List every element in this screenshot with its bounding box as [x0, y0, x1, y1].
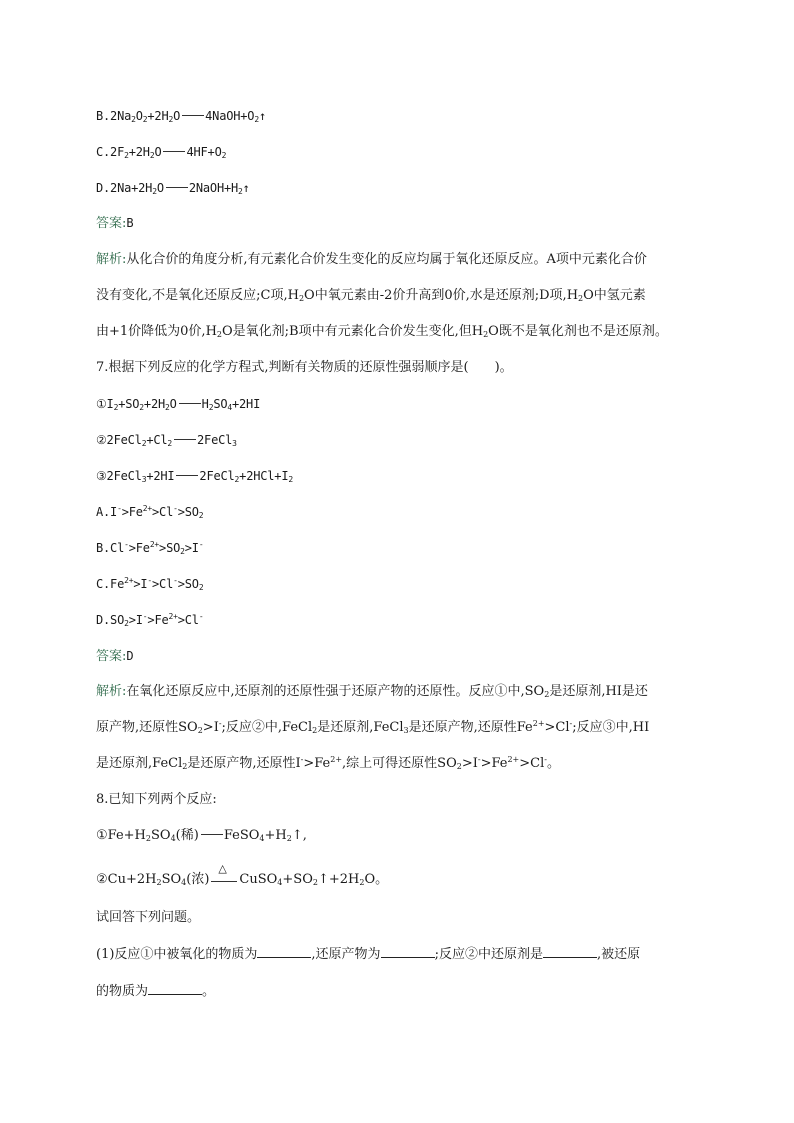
answer-blank[interactable]: [381, 945, 435, 958]
q8-reaction-2: $②Cu+2H_2SO_4$(浓) △ $CuSO_4+SO_2↑+2H_2O$。: [96, 861, 389, 887]
q7-reaction-3: ③2FeCl$_3$+2HI $2FeCl_2+2HCl+I_2$: [96, 469, 293, 484]
q7-explanation-line-1: 解析:在氧化还原反应中,还原剂的还原性强于还原产物的还原性。反应①中$,SO_2$是还原剂,HI是还: [96, 684, 648, 699]
q6-option-c: $C.2F_2+2H_2O$ $4HF+O_2$: [96, 145, 227, 160]
q7-stem: 7.根据下列反应的化学方程式,判断有关物质的还原性强弱顺序是( )。: [96, 360, 513, 375]
q7-option-c: $C.Fe^{2+}>I^->Cl^->SO_2$: [96, 576, 204, 592]
q8-part-1-cont: 的物质为 。: [96, 984, 216, 999]
q7-reaction-1: $①I_2+SO_2+2H_2O$ $H_2SO_4+2HI$: [96, 397, 261, 412]
q6-answer: 答案:B: [96, 216, 134, 231]
q7-reaction-2: $②2FeCl_2+Cl_2$ 2FeCl$_3$: [96, 433, 237, 448]
q6-option-d: $D.2Na+2H_2O$ $2NaOH+H_2↑$: [96, 181, 250, 196]
answer-blank[interactable]: [257, 945, 311, 958]
q6-explanation-line-3: 由+1价降低为0价$,H_2O$是氧化剂;B项中有元素化合价发生变化,但$H_2O$既不是氧化剂也不是还原剂。: [96, 324, 668, 339]
q8-prompt: 试回答下列问题。: [96, 910, 201, 925]
q6-option-b: $B.2Na_2O_2+2H_2O$ $4NaOH+O_2↑$: [96, 109, 266, 124]
q7-option-a: $A.I^->Fe^{2+}>Cl^->SO_2$: [96, 504, 204, 520]
heat-triangle-icon: △: [218, 861, 227, 875]
equals-bar: [163, 151, 185, 152]
heat-equals-sign: [211, 861, 237, 887]
q6-explanation-line-2: 没有变化,不是氧化还原反应;C项$,H_2O$中氧元素由-2价升高到0价,水是还原剂;D项$,H_2O$中氢元素: [96, 288, 646, 303]
q7-option-b: $B.Cl^->Fe^{2+}>SO_2>I^-$: [96, 540, 204, 556]
equals-bar: [182, 115, 204, 116]
q7-explanation-line-3: 是还原剂,FeCl$_2$是还原产物,还原性$I^->Fe^{2+}$,综上可得还原性$SO_2>I^->Fe^{2+}>Cl^-$。: [96, 755, 560, 771]
q8-reaction-1: $①Fe+H_2SO_4$(稀) $FeSO_4+H_2↑$,: [96, 828, 307, 843]
equals-bar: [179, 403, 201, 404]
q8-stem: 8.已知下列两个反应:: [96, 792, 217, 807]
q7-answer: 答案:D: [96, 649, 134, 664]
q6-explanation-line-1: 解析:从化合价的角度分析,有元素化合价发生变化的反应均属于氧化还原反应。A项中元素化合价: [96, 252, 647, 267]
equals-bar: [174, 439, 196, 440]
q7-option-d: $D.SO_2>I^->Fe^{2+}>Cl^-$: [96, 612, 204, 628]
equals-bar: [176, 475, 198, 476]
answer-blank[interactable]: [543, 945, 597, 958]
q8-part-1: (1)反应①中被氧化的物质为 ,还原产物为 ;反应②中还原剂是 ,被还原: [96, 947, 641, 962]
equals-bar: [166, 187, 188, 188]
q7-explanation-line-2: 原产物,还原性$SO_2>I^-$;反应②中,FeCl$_2$是还原剂,FeCl$_3$是还原产物,还原性$Fe^{2+}>Cl^-$;反应③中,HI: [96, 719, 650, 735]
equals-bar: [201, 834, 223, 835]
answer-blank[interactable]: [148, 982, 202, 995]
